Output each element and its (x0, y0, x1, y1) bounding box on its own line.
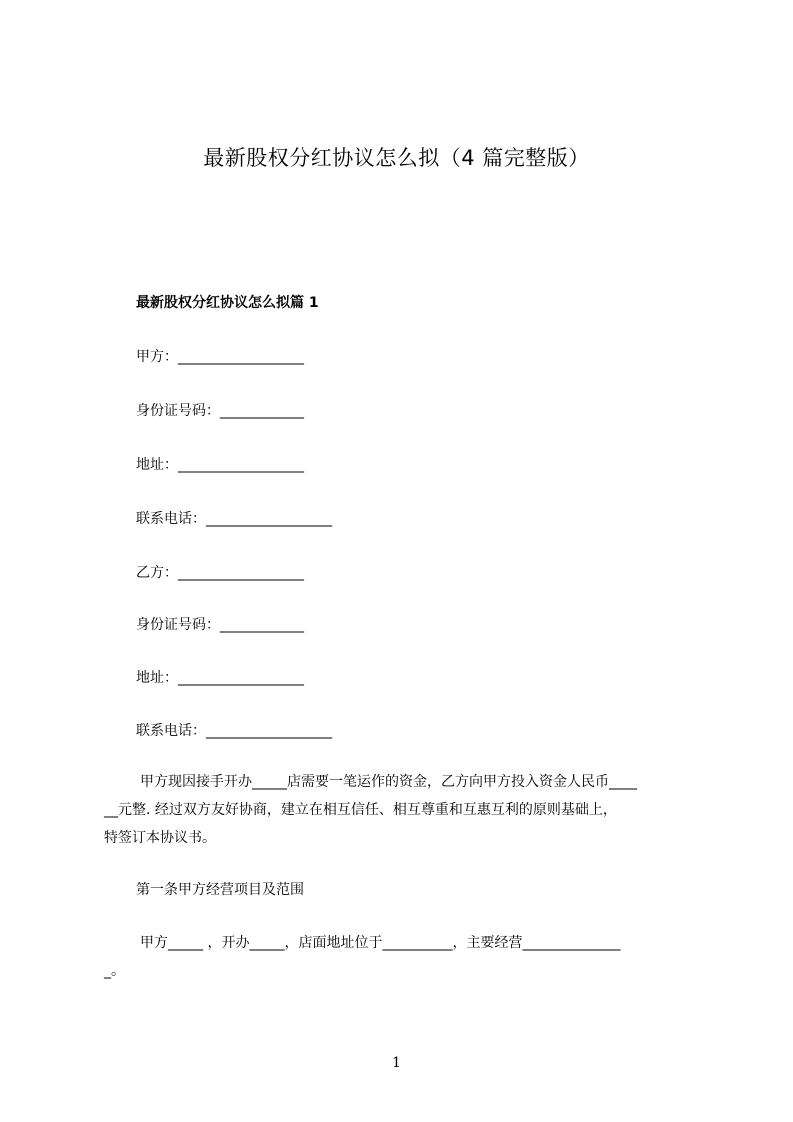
intro-line-2: __元整. 经过双方友好协商，建立在相互信任、相互尊重和互惠互利的原则基础上， (104, 802, 617, 818)
party-a-phone: 联系电话：__________________ (136, 511, 332, 527)
document-title: 最新股权分红协议怎么拟（4 篇完整版） (203, 146, 590, 170)
party-b-id: 身份证号码：____________ (136, 617, 304, 633)
article-1-line-1: 甲方_____ ，开办_____，店面地址位于__________，主要经营______________ (140, 935, 621, 951)
article-1-heading: 第一条甲方经营项目及范围 (136, 882, 304, 898)
article-1-line-2: _。 (104, 963, 125, 979)
section-heading: 最新股权分红协议怎么拟篇 1 (136, 295, 319, 311)
page-number: 1 (392, 1055, 401, 1071)
party-a-id: 身份证号码：____________ (136, 403, 304, 419)
party-b-phone: 联系电话：__________________ (136, 723, 332, 739)
party-b-name: 乙方：__________________ (136, 565, 304, 581)
party-a-address: 地址：__________________ (136, 457, 304, 473)
party-b-address: 地址：__________________ (136, 670, 304, 686)
party-a-name: 甲方：__________________ (136, 349, 304, 365)
intro-line-1: 甲方现因接手开办_____店需要一笔运作的资金，乙方向甲方投入资金人民币____ (140, 774, 637, 790)
intro-line-3: 特签订本协议书。 (104, 830, 216, 846)
